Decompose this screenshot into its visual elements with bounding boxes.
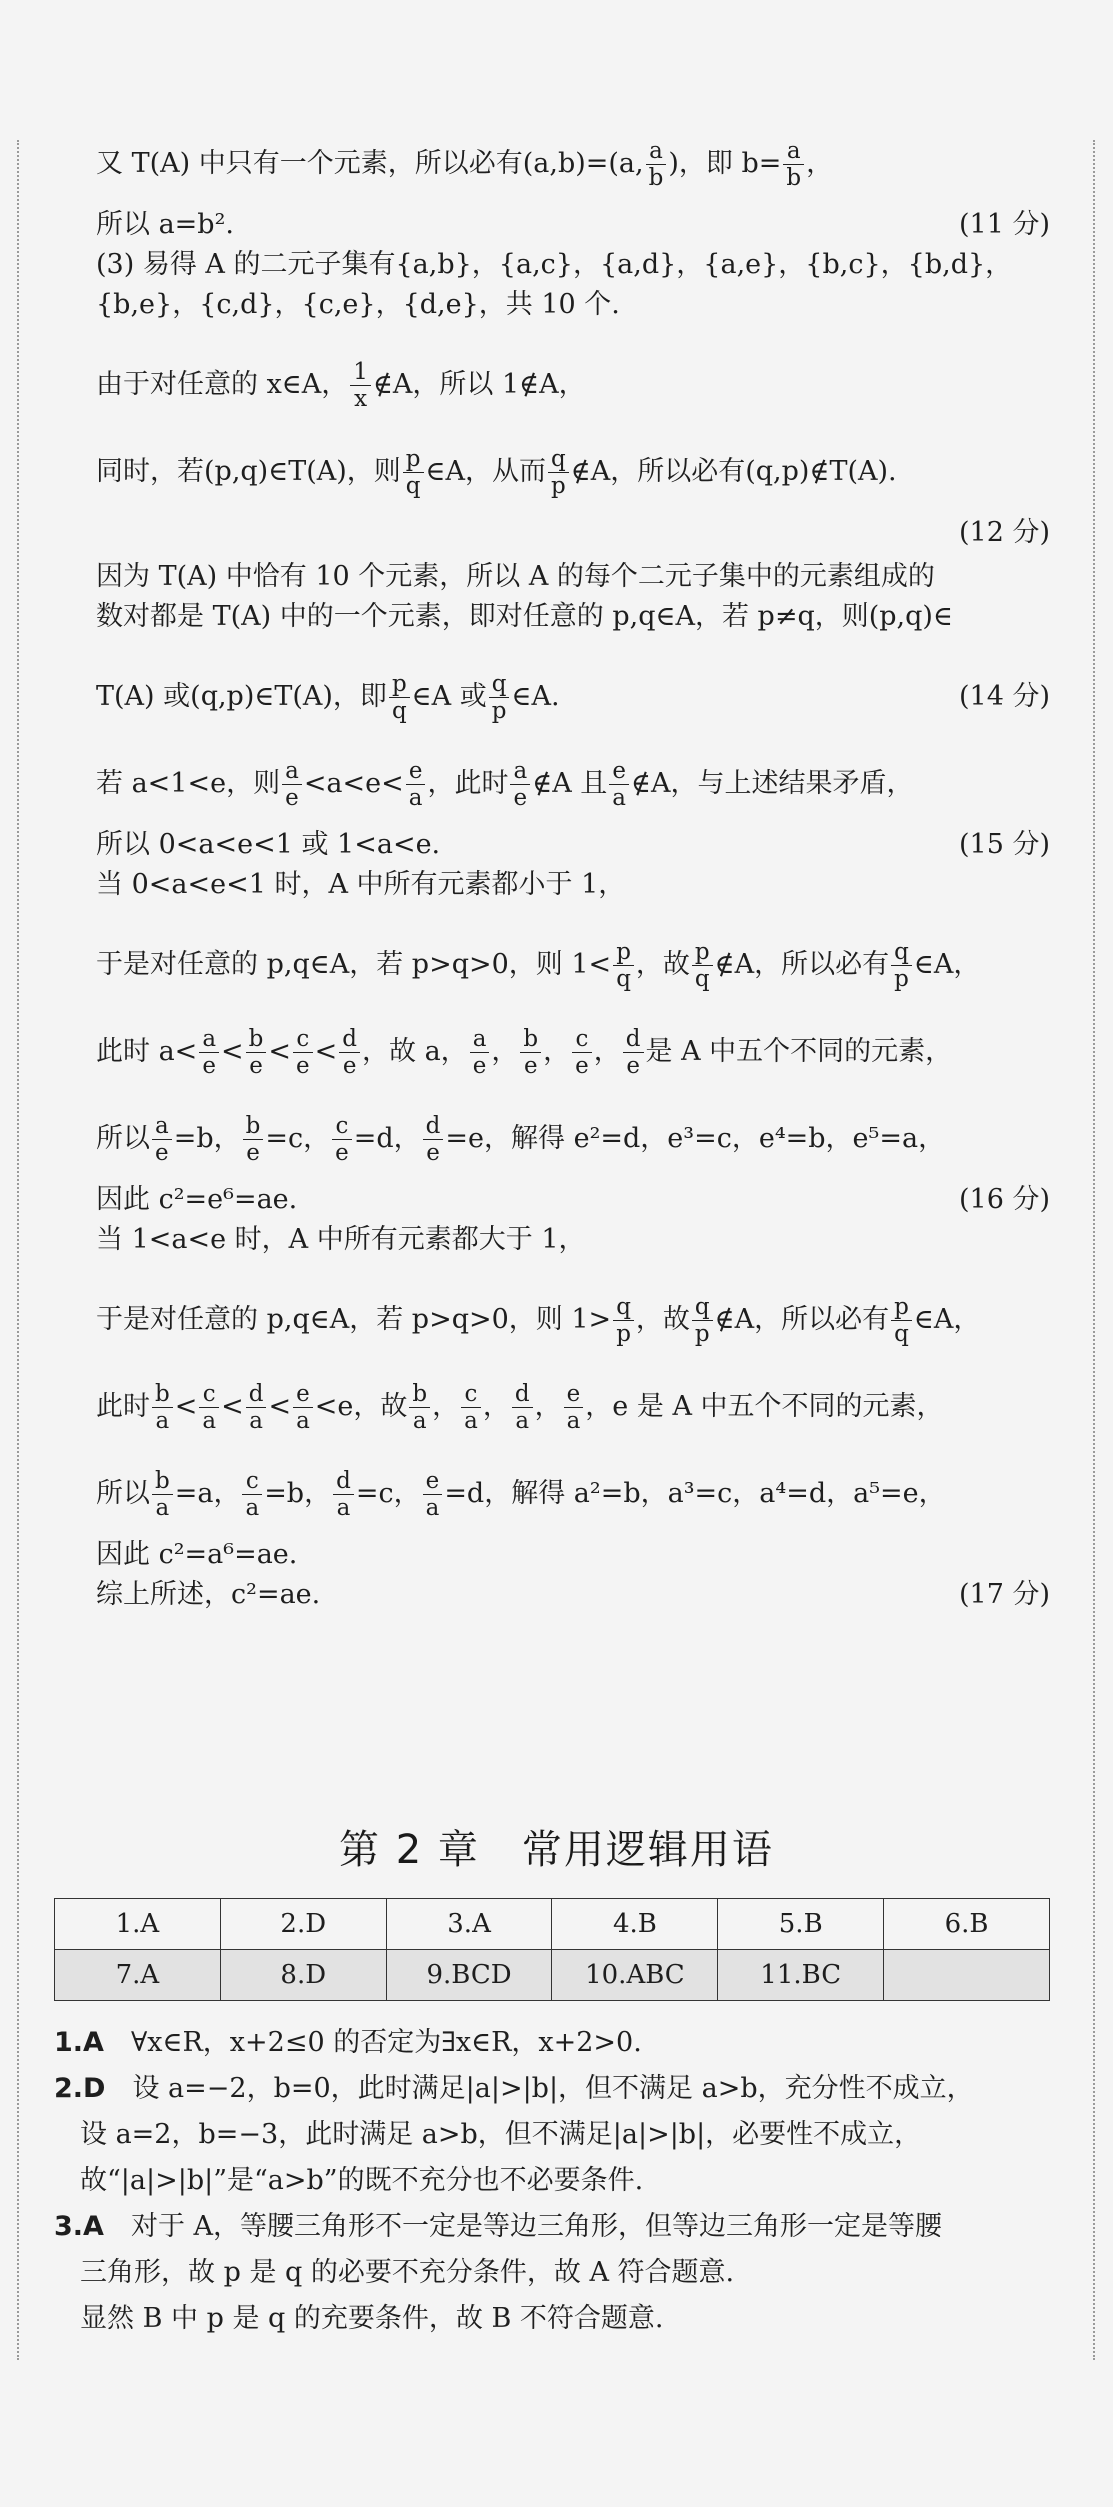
text-segment: ∉A，与上述结果矛盾， bbox=[631, 768, 914, 799]
text-segment: 数对都是 T(A) 中的一个元素，即对任意的 p,q∈A，若 p≠q，则(p,q)∈ bbox=[96, 601, 953, 632]
fraction-numerator: b bbox=[520, 1026, 541, 1053]
fraction-denominator: a bbox=[245, 1495, 260, 1521]
fraction-denominator: e bbox=[513, 785, 528, 811]
fraction-numerator: a bbox=[646, 138, 667, 165]
left-dotted-rule bbox=[17, 140, 19, 2360]
text-line bbox=[96, 1381, 1050, 1434]
fraction bbox=[242, 1468, 262, 1521]
text-segment: 于是对任意的 p,q∈A，若 p>q>0，则 1> bbox=[96, 1304, 612, 1335]
fraction bbox=[489, 671, 510, 724]
fraction bbox=[891, 1294, 912, 1347]
text-line bbox=[96, 825, 1050, 865]
text-line bbox=[96, 1575, 1050, 1615]
text-segment: < bbox=[314, 1036, 338, 1067]
solution-text: ∀x∈R，x+2≤0 的否定为∃x∈R，x+2>0. bbox=[103, 2027, 642, 2058]
fraction bbox=[389, 671, 410, 724]
fraction-numerator: a bbox=[783, 138, 804, 165]
text-segment: {b,e}，{c,d}，{c,e}，{d,e}，共 10 个. bbox=[96, 289, 620, 320]
fraction-denominator: a bbox=[425, 1495, 440, 1521]
answer-cell: 2.D bbox=[220, 1899, 386, 1950]
fraction-numerator: b bbox=[152, 1468, 173, 1495]
solution-line bbox=[54, 2112, 1054, 2158]
fraction bbox=[512, 1381, 533, 1434]
fraction-numerator: q bbox=[489, 671, 510, 698]
text-segment: 因此 c²=a⁶=ae. bbox=[96, 1539, 298, 1570]
fraction bbox=[409, 1381, 430, 1434]
solution-text: 对于 A，等腰三角形不一定是等边三角形，但等边三角形一定是等腰 bbox=[103, 2211, 943, 2242]
fraction-numerator: e bbox=[609, 758, 629, 785]
text-segment: ∉A，所以必有 bbox=[714, 1304, 890, 1335]
fraction-numerator: q bbox=[548, 446, 569, 473]
text-segment: =e，解得 e²=d，e³=c，e⁴=b，e⁵=a， bbox=[445, 1123, 946, 1154]
text-line bbox=[96, 359, 1050, 412]
fraction-denominator: p bbox=[894, 966, 909, 992]
text-segment: ， bbox=[482, 1391, 510, 1422]
fraction-denominator: a bbox=[155, 1495, 170, 1521]
fraction bbox=[572, 1026, 592, 1079]
text-line bbox=[96, 671, 1050, 724]
fraction-numerator: p bbox=[613, 939, 634, 966]
fraction-numerator: a bbox=[282, 758, 302, 785]
fraction-denominator: a bbox=[202, 1408, 217, 1434]
fraction-numerator: b bbox=[246, 1026, 267, 1053]
solutions-section bbox=[54, 2020, 1054, 2342]
fraction-denominator: q bbox=[894, 1321, 909, 1347]
fraction bbox=[423, 1468, 443, 1521]
fraction bbox=[510, 758, 530, 811]
text-segment: =a， bbox=[174, 1478, 241, 1509]
solution-text: 设 a=−2，b=0，此时满足|a|>|b|，但不满足 a>b，充分性不成立， bbox=[105, 2073, 974, 2104]
text-segment: =d， bbox=[353, 1123, 421, 1154]
answer-cell: 11.BC bbox=[718, 1950, 884, 2001]
fraction bbox=[520, 1026, 541, 1079]
text-segment: ∈A，从而 bbox=[425, 456, 547, 487]
fraction-numerator: p bbox=[389, 671, 410, 698]
text-segment: ， bbox=[543, 1036, 571, 1067]
score-label: (17 分) bbox=[958, 1579, 1050, 1610]
fraction-numerator: c bbox=[199, 1381, 219, 1408]
solution-text: 显然 B 中 p 是 q 的充要条件，故 B 不符合题意. bbox=[80, 2303, 664, 2334]
fraction-numerator: a bbox=[470, 1026, 490, 1053]
fraction-denominator: q bbox=[405, 473, 421, 499]
fraction-denominator: q bbox=[391, 698, 407, 724]
text-line bbox=[96, 513, 1050, 557]
text-segment: 当 0<a<e<1 时，A 中所有元素都小于 1， bbox=[96, 869, 626, 900]
fraction bbox=[692, 1294, 713, 1347]
text-segment: ∉A 且 bbox=[532, 768, 608, 799]
answer-cell: 1.A bbox=[55, 1899, 221, 1950]
fraction-denominator: p bbox=[551, 473, 566, 499]
text-segment: 所以 bbox=[96, 1478, 150, 1509]
solution-text: 故“|a|>|b|”是“a>b”的既不充分也不必要条件. bbox=[80, 2165, 644, 2196]
fraction-denominator: b bbox=[786, 165, 802, 191]
text-segment: =b， bbox=[173, 1123, 241, 1154]
score-label: (11 分) bbox=[958, 209, 1050, 240]
text-segment: < bbox=[174, 1391, 198, 1422]
fraction-denominator: e bbox=[296, 1053, 310, 1079]
text-line bbox=[96, 1026, 1050, 1079]
fraction-denominator: e bbox=[285, 785, 299, 811]
solution-line bbox=[54, 2204, 1054, 2250]
text-line bbox=[96, 446, 1050, 499]
fraction-numerator: d bbox=[339, 1026, 360, 1053]
fraction-numerator: b bbox=[409, 1381, 430, 1408]
fraction bbox=[461, 1381, 481, 1434]
fraction-numerator: b bbox=[243, 1113, 264, 1140]
text-segment: =b， bbox=[264, 1478, 332, 1509]
text-line bbox=[96, 138, 1050, 191]
fraction-denominator: e bbox=[335, 1140, 349, 1166]
solution-line bbox=[54, 2250, 1054, 2296]
fraction bbox=[293, 1026, 313, 1079]
text-line bbox=[96, 1180, 1050, 1220]
text-line bbox=[96, 1220, 1050, 1260]
text-segment: ，故 bbox=[635, 949, 690, 980]
answer-row bbox=[55, 1950, 1050, 2001]
text-segment: < bbox=[268, 1036, 292, 1067]
question-number: 1.A bbox=[54, 2027, 104, 2058]
right-dotted-rule bbox=[1093, 140, 1096, 2360]
fraction-denominator: a bbox=[336, 1495, 351, 1521]
fraction bbox=[406, 758, 426, 811]
text-segment: =d，解得 a²=b，a³=c，a⁴=d，a⁵=e， bbox=[444, 1478, 946, 1509]
score-label: (14 分) bbox=[958, 681, 1050, 712]
fraction bbox=[613, 939, 634, 992]
text-segment: ，故 bbox=[635, 1304, 690, 1335]
fraction-denominator: q bbox=[616, 966, 631, 992]
chapter-title: 第 2 章 常用逻辑用语 bbox=[339, 1827, 774, 1873]
text-line bbox=[96, 205, 1050, 245]
fraction-numerator: d bbox=[623, 1026, 644, 1053]
fraction bbox=[470, 1026, 490, 1079]
fraction bbox=[282, 758, 302, 811]
text-line bbox=[96, 939, 1050, 992]
fraction-numerator: q bbox=[613, 1294, 634, 1321]
fraction-numerator: p bbox=[692, 939, 713, 966]
text-line bbox=[96, 865, 1050, 905]
text-segment: ∈A， bbox=[913, 949, 981, 980]
fraction-denominator: e bbox=[426, 1140, 440, 1166]
answer-cell: 3.A bbox=[386, 1899, 552, 1950]
fraction-denominator: e bbox=[472, 1053, 487, 1079]
fraction-denominator: x bbox=[354, 386, 368, 412]
fraction bbox=[246, 1026, 267, 1079]
answer-cell: 9.BCD bbox=[386, 1950, 552, 2001]
text-segment: ，e 是 A 中五个不同的元素， bbox=[585, 1391, 944, 1422]
text-segment: ∈A 或 bbox=[411, 681, 487, 712]
fraction-denominator: e bbox=[342, 1053, 357, 1079]
fraction-denominator: e bbox=[246, 1140, 260, 1166]
text-segment: 当 1<a<e 时，A 中所有元素都大于 1， bbox=[96, 1224, 586, 1255]
fraction-denominator: e bbox=[575, 1053, 589, 1079]
fraction bbox=[564, 1381, 584, 1434]
text-line bbox=[96, 1113, 1050, 1166]
fraction-numerator: p bbox=[403, 446, 424, 473]
text-line bbox=[96, 1468, 1050, 1521]
score-label: (16 分) bbox=[958, 1184, 1050, 1215]
fraction-denominator: a bbox=[612, 785, 626, 811]
fraction-denominator: a bbox=[412, 1408, 427, 1434]
fraction bbox=[350, 359, 371, 412]
fraction-numerator: c bbox=[572, 1026, 592, 1053]
text-segment: 因此 c²=e⁶=ae. bbox=[96, 1184, 298, 1215]
fraction bbox=[783, 138, 804, 191]
fraction-denominator: e bbox=[626, 1053, 640, 1079]
text-segment: 所以 bbox=[96, 1123, 150, 1154]
fraction-denominator: e bbox=[155, 1140, 169, 1166]
answer-row bbox=[55, 1899, 1050, 1950]
fraction bbox=[548, 446, 569, 499]
fraction bbox=[246, 1381, 267, 1434]
text-line bbox=[96, 597, 1050, 637]
fraction bbox=[293, 1381, 313, 1434]
solution-text bbox=[96, 138, 1050, 1615]
fraction-denominator: a bbox=[296, 1408, 310, 1434]
solution-line bbox=[54, 2020, 1054, 2066]
fraction bbox=[199, 1381, 219, 1434]
fraction-denominator: e bbox=[249, 1053, 263, 1079]
text-line bbox=[96, 245, 1050, 285]
fraction-denominator: a bbox=[155, 1408, 170, 1434]
fraction-denominator: p bbox=[616, 1321, 631, 1347]
text-segment: 此时 a< bbox=[96, 1036, 198, 1067]
fraction-numerator: d bbox=[333, 1468, 354, 1495]
text-segment: <e，故 bbox=[314, 1391, 408, 1422]
text-segment: ∉A，所以必有(q,p)∉T(A). bbox=[570, 456, 897, 487]
solution-line bbox=[54, 2066, 1054, 2112]
text-segment: ∈A， bbox=[913, 1304, 981, 1335]
text-segment: 所以 a=b². bbox=[96, 209, 234, 240]
text-segment: ，此时 bbox=[427, 768, 509, 799]
text-segment: ， bbox=[593, 1036, 621, 1067]
text-line bbox=[96, 758, 1050, 811]
question-number: 2.D bbox=[54, 2073, 106, 2104]
text-segment: 此时 bbox=[96, 1391, 150, 1422]
answer-cell: 6.B bbox=[884, 1899, 1050, 1950]
text-segment: ∈A. bbox=[511, 681, 560, 712]
fraction-numerator: c bbox=[332, 1113, 352, 1140]
fraction bbox=[339, 1026, 360, 1079]
fraction-numerator: a bbox=[152, 1113, 172, 1140]
fraction-denominator: a bbox=[566, 1408, 581, 1434]
fraction bbox=[152, 1468, 173, 1521]
fraction-numerator: d bbox=[512, 1381, 533, 1408]
solution-line bbox=[54, 2296, 1054, 2342]
fraction bbox=[332, 1113, 352, 1166]
fraction bbox=[243, 1113, 264, 1166]
fraction-numerator: q bbox=[891, 939, 912, 966]
text-segment: =c， bbox=[265, 1123, 331, 1154]
question-number: 3.A bbox=[54, 2211, 104, 2242]
fraction-denominator: a bbox=[249, 1408, 263, 1434]
fraction bbox=[891, 939, 912, 992]
solution-text: 三角形，故 p 是 q 的必要不充分条件，故 A 符合题意. bbox=[80, 2257, 735, 2288]
text-segment: <a<e< bbox=[303, 768, 404, 799]
fraction bbox=[609, 758, 629, 811]
fraction bbox=[152, 1113, 172, 1166]
fraction bbox=[623, 1026, 644, 1079]
fraction-denominator: e bbox=[202, 1053, 216, 1079]
answer-cell: 7.A bbox=[55, 1950, 221, 2001]
fraction-numerator: c bbox=[242, 1468, 262, 1495]
fraction-numerator: p bbox=[891, 1294, 912, 1321]
fraction-denominator: q bbox=[694, 966, 710, 992]
fraction bbox=[403, 446, 424, 499]
text-segment: ， bbox=[534, 1391, 562, 1422]
answer-cell: 4.B bbox=[552, 1899, 718, 1950]
text-segment: ∉A，所以 1∉A， bbox=[372, 369, 586, 400]
text-line bbox=[96, 1294, 1050, 1347]
text-segment: 是 A 中五个不同的元素， bbox=[645, 1036, 953, 1067]
score-label: (15 分) bbox=[958, 829, 1050, 860]
text-segment: < bbox=[221, 1391, 244, 1422]
text-segment: ∉A，所以必有 bbox=[714, 949, 890, 980]
fraction-numerator: a bbox=[510, 758, 530, 785]
text-segment: 因为 T(A) 中恰有 10 个元素，所以 A 的每个二元子集中的元素组成的 bbox=[96, 561, 935, 592]
fraction-numerator: q bbox=[692, 1294, 713, 1321]
fraction-denominator: p bbox=[694, 1321, 710, 1347]
answer-table bbox=[54, 1898, 1050, 2001]
fraction-numerator: e bbox=[406, 758, 426, 785]
text-segment: )，即 b= bbox=[668, 148, 782, 179]
answer-cell bbox=[884, 1950, 1050, 2001]
fraction-denominator: a bbox=[464, 1408, 478, 1434]
solution-line bbox=[54, 2158, 1054, 2204]
fraction-numerator: d bbox=[423, 1113, 444, 1140]
fraction bbox=[613, 1294, 634, 1347]
fraction-numerator: b bbox=[152, 1381, 173, 1408]
text-segment: =c， bbox=[355, 1478, 421, 1509]
fraction bbox=[423, 1113, 444, 1166]
fraction-denominator: a bbox=[515, 1408, 530, 1434]
fraction-denominator: a bbox=[408, 785, 423, 811]
text-segment: 所以 0<a<e<1 或 1<a<e. bbox=[96, 829, 441, 860]
text-segment: 又 T(A) 中只有一个元素，所以必有(a,b)=(a, bbox=[96, 148, 644, 179]
text-segment: < bbox=[221, 1036, 244, 1067]
fraction bbox=[692, 939, 713, 992]
answer-cell: 8.D bbox=[220, 1950, 386, 2001]
fraction-numerator: d bbox=[246, 1381, 267, 1408]
answer-cell: 5.B bbox=[718, 1899, 884, 1950]
text-segment: ， bbox=[806, 148, 834, 179]
fraction bbox=[199, 1026, 219, 1079]
fraction-numerator: e bbox=[423, 1468, 443, 1495]
score-label: (12 分) bbox=[958, 517, 1050, 548]
text-segment: 同时，若(p,q)∈T(A)，则 bbox=[96, 456, 401, 487]
fraction-denominator: b bbox=[648, 165, 664, 191]
fraction bbox=[152, 1381, 173, 1434]
text-segment: 若 a<1<e，则 bbox=[96, 768, 281, 799]
text-segment: 综上所述，c²=ae. bbox=[96, 1579, 321, 1610]
text-segment: ， bbox=[432, 1391, 460, 1422]
fraction-denominator: p bbox=[491, 698, 507, 724]
text-line bbox=[96, 1535, 1050, 1575]
text-segment: T(A) 或(q,p)∈T(A)，即 bbox=[96, 681, 387, 712]
text-segment: 于是对任意的 p,q∈A，若 p>q>0，则 1< bbox=[96, 949, 612, 980]
text-segment: ，故 a， bbox=[362, 1036, 468, 1067]
fraction-denominator: e bbox=[523, 1053, 538, 1079]
text-line bbox=[96, 285, 1050, 325]
fraction bbox=[646, 138, 667, 191]
text-line bbox=[96, 557, 1050, 597]
fraction-numerator: 1 bbox=[350, 359, 371, 386]
fraction bbox=[333, 1468, 354, 1521]
fraction-numerator: a bbox=[199, 1026, 219, 1053]
text-segment: < bbox=[268, 1391, 292, 1422]
text-segment: (3) 易得 A 的二元子集有{a,b}，{a,c}，{a,d}，{a,e}，{b,c}，{b,d}， bbox=[96, 249, 1013, 280]
fraction-numerator: e bbox=[564, 1381, 584, 1408]
fraction-numerator: e bbox=[293, 1381, 313, 1408]
text-segment: 由于对任意的 x∈A， bbox=[96, 369, 349, 400]
answer-cell: 10.ABC bbox=[552, 1950, 718, 2001]
solution-text: 设 a=2，b=−3，此时满足 a>b，但不满足|a|>|b|，必要性不成立， bbox=[80, 2119, 922, 2150]
fraction-numerator: c bbox=[461, 1381, 481, 1408]
text-segment: ， bbox=[491, 1036, 519, 1067]
fraction-numerator: c bbox=[293, 1026, 313, 1053]
